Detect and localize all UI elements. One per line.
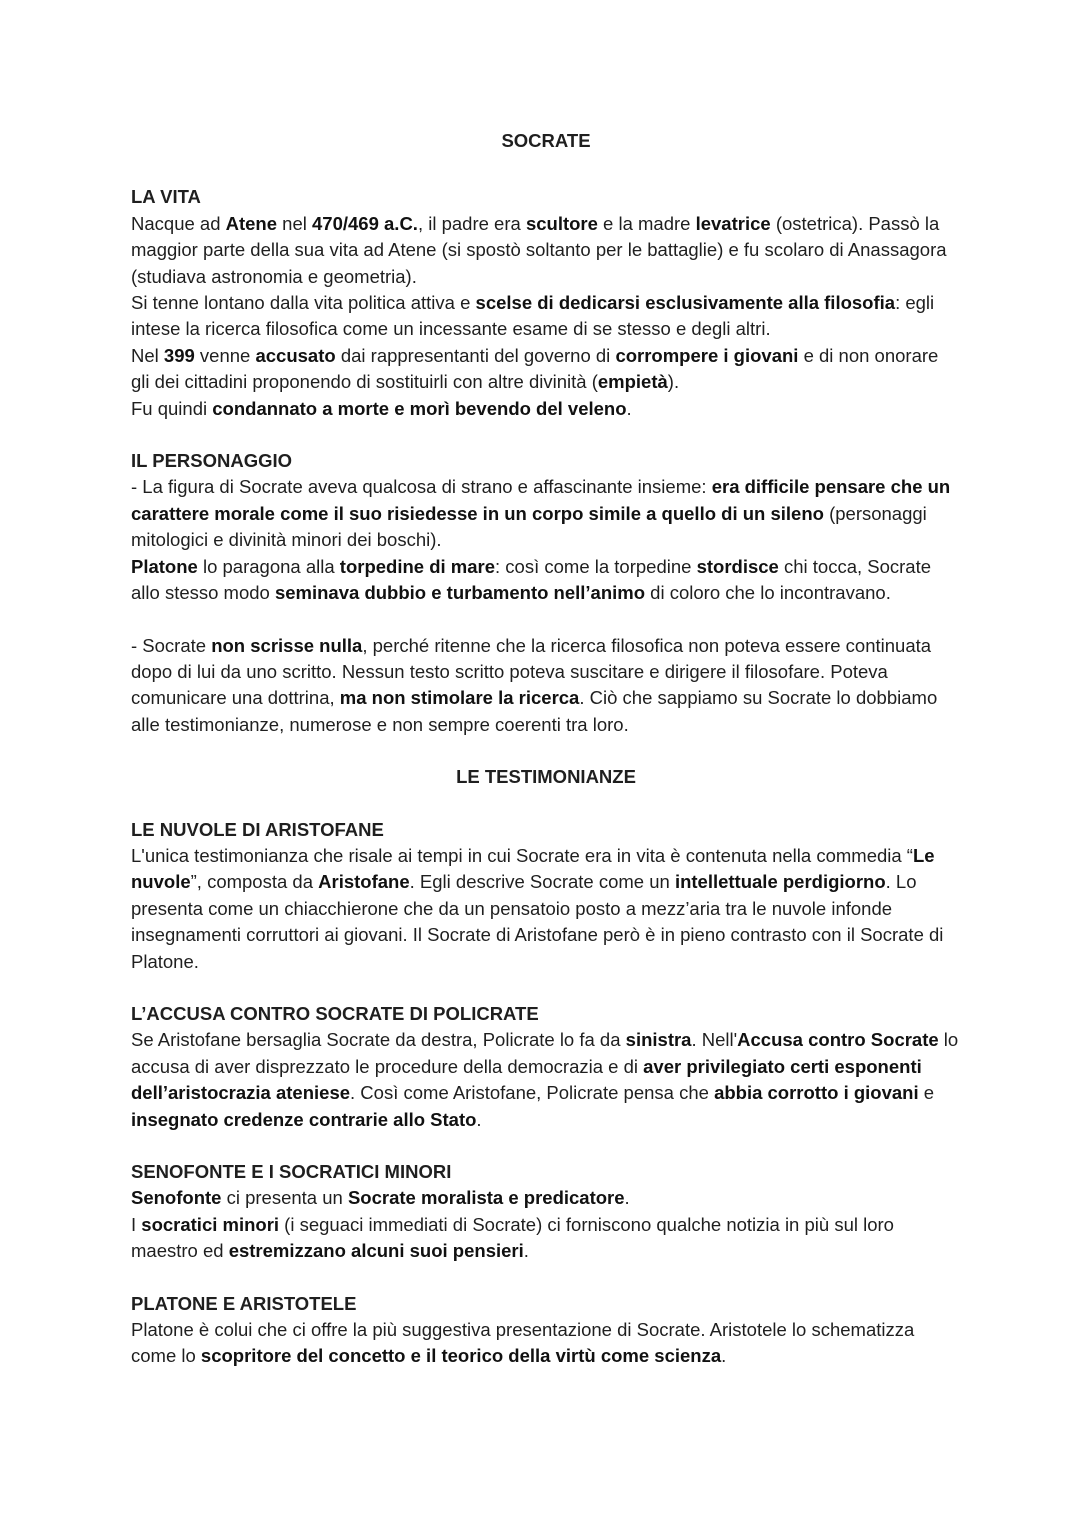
bold-text: intellettuale perdigiorno (674, 871, 886, 893)
text-run: dai rappresentanti del governo di (335, 344, 616, 366)
paragraph-personaggio-3 (131, 633, 961, 739)
bold-text: Atene (225, 212, 278, 234)
text-run: - La figura di Socrate aveva qualcosa di strano e affascinante insieme: (131, 476, 712, 498)
paragraph-senofonte-2 (131, 1212, 961, 1265)
text-run: (personaggi mitologici e divinità minori dei boschi). (131, 502, 927, 551)
bold-text: ma non stimolare la ricerca (339, 687, 580, 709)
text-run: . (626, 397, 632, 419)
text-run: e di non onorare gli dei cittadini proponendo di sostituirli con altre divinità ( (131, 344, 939, 393)
section-heading-personaggio: IL PERSONAGGIO (131, 450, 293, 472)
text-run: . (721, 1345, 727, 1367)
section-heading-vita: LA VITA (131, 186, 201, 208)
paragraph-policrate-1 (131, 1027, 961, 1133)
text-run: L'unica testimonianza che risale ai tempi in cui Socrate era in vita è contenuta nella commedia “ (131, 844, 913, 866)
text-run: Platone è colui che ci offre la più suggestiva presentazione di Socrate. Aristotele lo schematizza come lo (131, 1319, 915, 1367)
bold-text: era difficile pensare che un carattere morale come il suo risiedesse in un corpo simile a quello di un sileno (131, 476, 951, 524)
bold-text: Socrate moralista e predicatore (347, 1187, 625, 1209)
section-title-testimonianze: LE TESTIMONIANZE (456, 766, 636, 788)
bold-text: socratici minori (141, 1213, 280, 1235)
paragraph-senofonte-1 (131, 1185, 961, 1211)
section-heading-senofonte: SENOFONTE E I SOCRATICI MINORI (131, 1161, 452, 1182)
bold-text: stordisce (696, 555, 779, 577)
paragraph-personaggio-1 (131, 474, 961, 553)
bold-text: insegnato credenze contrarie allo Stato (131, 1108, 477, 1130)
bold-text: Le nuvole (131, 844, 935, 893)
text-run: ). (667, 371, 680, 393)
text-run: Se Aristofane bersaglia Socrate da destra, Policrate lo fa da (131, 1029, 626, 1051)
bold-text: 470/469 a.C. (312, 212, 418, 234)
text-run: e la madre (597, 212, 696, 234)
text-run: ”, composta da (190, 871, 319, 893)
text-run: . Nell' (691, 1029, 738, 1051)
text-run: I (131, 1213, 142, 1235)
bold-text: empietà (597, 371, 668, 393)
bold-text: condannato a morte e morì bevendo del veleno (212, 397, 627, 419)
text-run: . Così come Aristofane, Policrate pensa che (350, 1082, 715, 1104)
text-run: ci presenta un (221, 1187, 348, 1209)
bold-text: Accusa contro Socrate (737, 1029, 939, 1051)
text-run: lo accusa di aver disprezzato le procedure della democrazia e di (131, 1029, 959, 1077)
text-run: . Ciò che sappiamo su Socrate lo dobbiamo alle testimonianze, numerose e non sempre coerenti tra loro. (131, 687, 938, 735)
text-run: . (523, 1240, 529, 1262)
text-run: . (624, 1187, 630, 1209)
section-heading-policrate: L’ACCUSA CONTRO SOCRATE DI POLICRATE (131, 1002, 539, 1024)
document-title: SOCRATE (501, 130, 591, 151)
text-run: - Socrate (131, 634, 212, 656)
section-heading-platone: PLATONE E ARISTOTELE (131, 1292, 357, 1314)
bold-text: accusato (255, 344, 336, 366)
section-heading-nuvole: LE NUVOLE DI ARISTOFANE (131, 818, 384, 840)
text-run: , perché ritenne che la ricerca filosofica non poteva essere continuata dopo di lui da uno scritto. Nessun testo scritto poteva suscitare e dirigere il filosofare. Poteva comunicare una dottrina, (131, 634, 932, 709)
bold-text: estremizzano alcuni suoi pensieri (228, 1240, 524, 1262)
bold-text: scultore (525, 212, 598, 234)
bold-text: Senofonte (131, 1187, 222, 1209)
bold-text: abbia corrotto i giovani (714, 1082, 919, 1104)
text-run: (ostetrica). Passò la maggior parte della sua vita ad Atene (si spostò soltanto per le battaglie) e fu scolaro di Anassagora (studiava astronomia e geometria). (131, 212, 947, 287)
paragraph-vita-3 (131, 343, 961, 396)
bold-text: scopritore del concetto e il teorico della virtù come scienza (200, 1345, 722, 1367)
bold-text: corrompere i giovani (615, 344, 799, 366)
paragraph-vita-1 (131, 211, 961, 290)
text-run: nel (277, 212, 312, 234)
bold-text: seminava dubbio e turbamento nell’animo (274, 582, 646, 604)
bold-text: Platone (131, 555, 198, 577)
text-run: Si tenne lontano dalla vita politica attiva e (131, 292, 476, 314)
paragraph-vita-2 (131, 290, 961, 343)
text-run: chi tocca, Socrate allo stesso modo (131, 555, 932, 604)
bold-text: scelse di dedicarsi esclusivamente alla filosofia (475, 292, 896, 314)
text-run: venne (194, 344, 256, 366)
text-run: Nacque ad (131, 212, 226, 234)
document-page (131, 128, 961, 1370)
text-run: e (918, 1082, 935, 1104)
text-run: : così come la torpedine (495, 555, 697, 577)
bold-text: 399 (163, 344, 195, 366)
bold-text: levatrice (695, 212, 771, 234)
bold-text: sinistra (625, 1029, 692, 1051)
bold-text: aver privilegiato certi esponenti dell’aristocrazia ateniese (131, 1055, 922, 1104)
bold-text: non scrisse nulla (211, 634, 363, 656)
paragraph-vita-4 (131, 396, 961, 422)
paragraph-platone-1 (131, 1317, 961, 1370)
text-run: : egli intese la ricerca filosofica come un incessante esame di se stesso e degli altri. (131, 292, 935, 340)
text-run: Nel (131, 344, 164, 366)
text-run: . Lo presenta come un chiacchierone che da un pensatoio posto a mezz’aria tra le nuvole infonde insegnamenti corruttori ai giovani. Il Socrate di Aristofane però è in pieno contrasto con il Socrate di Platone. (131, 871, 944, 972)
text-run: (i seguaci immediati di Socrate) ci forniscono qualche notizia in più sul loro maestro ed (131, 1213, 894, 1262)
bold-text: Aristofane (318, 871, 410, 893)
paragraph-nuvole-1 (131, 843, 961, 975)
text-run: di coloro che lo incontravano. (645, 582, 891, 604)
text-run: . (476, 1108, 482, 1130)
paragraph-personaggio-2 (131, 554, 961, 607)
text-run: . Egli descrive Socrate come un (409, 871, 675, 893)
bold-text: torpedine di mare (339, 555, 496, 577)
text-run: lo paragona alla (197, 555, 340, 577)
text-run: , il padre era (417, 212, 526, 234)
text-run: Fu quindi (131, 397, 213, 419)
